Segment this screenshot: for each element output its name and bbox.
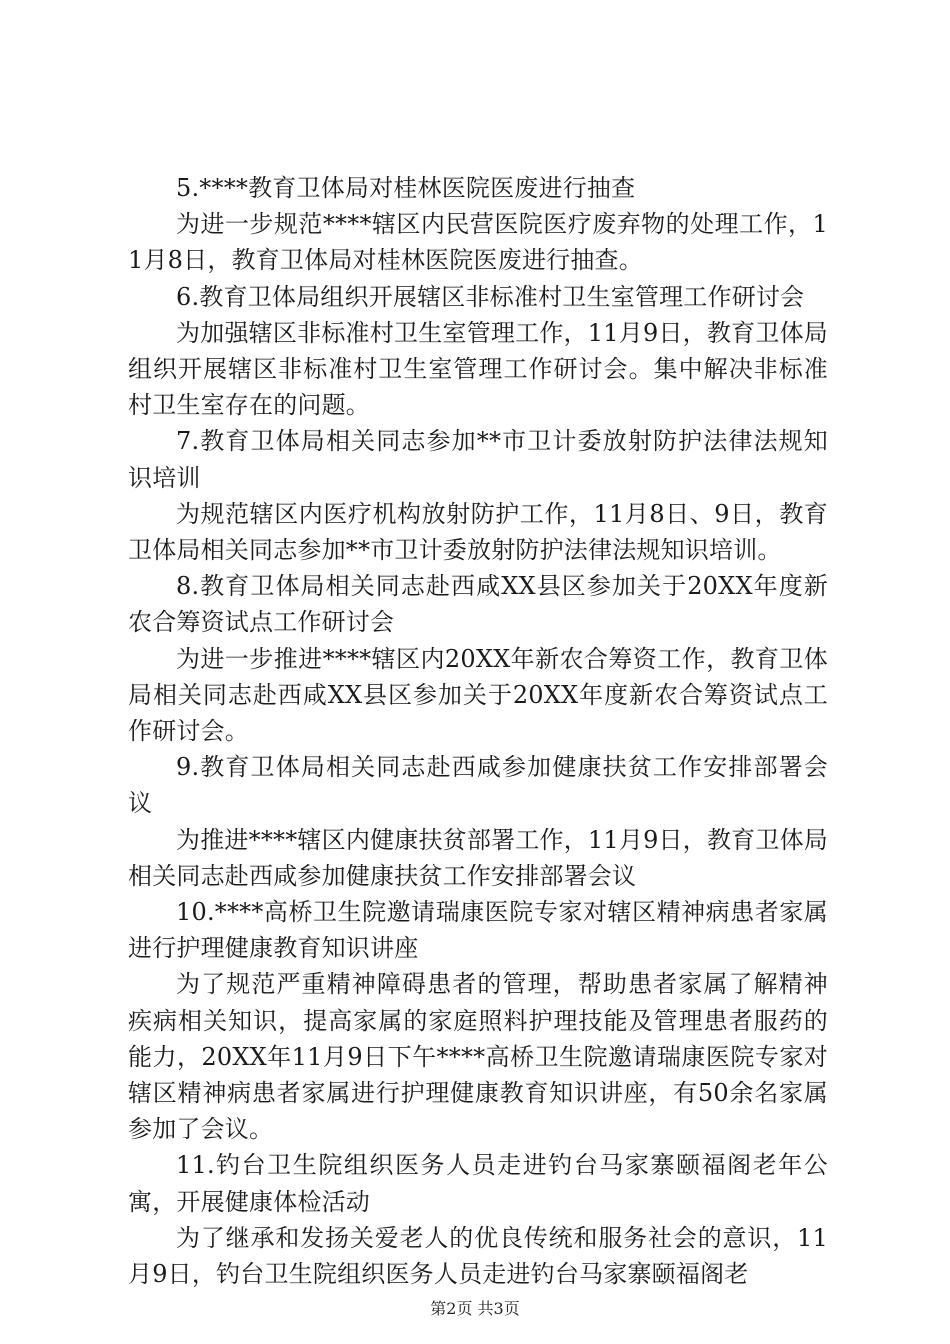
page-number-footer: 第2页 共3页	[430, 1299, 520, 1318]
document-body	[128, 170, 828, 1292]
body-paragraph: 为进一步推进****辖区内20XX年新农合筹资工作，教育卫体局相关同志赴西咸XX县区参加关于20XX年度新农合筹资试点工作研讨会。	[128, 644, 828, 746]
section-heading: 5.****教育卫体局对桂林医院医废进行抽查	[176, 174, 636, 202]
section-heading: 11.钓台卫生院组织医务人员走进钓台马家寨颐福阁老年公寓，开展健康体检活动	[128, 1151, 828, 1216]
body-paragraph: 为规范辖区内医疗机构放射防护工作，11月8日、9日，教育卫体局相关同志参加**市卫计委放射防护法律法规知识培训。	[128, 499, 828, 565]
body-paragraph: 为推进****辖区内健康扶贫部署工作，11月9日，教育卫体局相关同志赴西咸参加健康扶贫工作安排部署会议	[128, 825, 828, 890]
body-paragraph: 为进一步规范****辖区内民营医院医疗废弃物的处理工作，11月8日，教育卫体局对桂林医院医废进行抽查。	[128, 210, 828, 275]
section-heading: 9.教育卫体局相关同志赴西咸参加健康扶贫工作安排部署会议	[128, 753, 828, 818]
section-heading: 6.教育卫体局组织开展辖区非标准村卫生室管理工作研讨会	[176, 282, 805, 311]
body-paragraph: 为了规范严重精神障碍患者的管理，帮助患者家属了解精神疾病相关知识，提高家属的家庭照料护理技能及管理患者服药的能力，20XX年11月9日下午****高桥卫生院邀请瑞康医院专家对辖区精神病患者家属进行护理健康教育知识讲座，有50余名家属参加了会议。	[128, 970, 828, 1144]
section-heading: 8.教育卫体局相关同志赴西咸XX县区参加关于20XX年度新农合筹资试点工作研讨会	[128, 572, 828, 637]
section-heading: 7.教育卫体局相关同志参加**市卫计委放射防护法律法规知识培训	[128, 427, 828, 492]
body-paragraph: 为了继承和发扬关爱老人的优良传统和服务社会的意识，11月9日，钓台卫生院组织医务人员走进钓台马家寨颐福阁老	[128, 1223, 828, 1289]
body-paragraph: 为加强辖区非标准村卫生室管理工作，11月9日，教育卫体局组织开展辖区非标准村卫生室管理工作研讨会。集中解决非标准村卫生室存在的问题。	[128, 318, 828, 420]
section-heading: 10.****高桥卫生院邀请瑞康医院专家对辖区精神病患者家属进行护理健康教育知识讲座	[128, 898, 828, 963]
